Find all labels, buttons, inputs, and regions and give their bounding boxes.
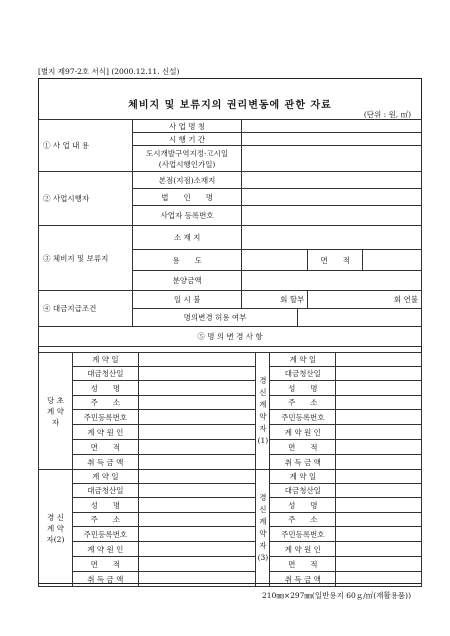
record-field-value[interactable] [138, 440, 256, 455]
business-number-label: 사업자 등록번호 [132, 206, 242, 226]
record-field-value[interactable] [138, 572, 256, 587]
record-field-value[interactable] [336, 542, 422, 557]
record-field-value[interactable] [138, 513, 256, 527]
record-field-label: 면 적 [72, 557, 138, 572]
record-field-value[interactable] [138, 381, 256, 396]
section5-label: ⑤ 명 의 변 경 사 항 [39, 327, 422, 347]
record-field-value[interactable] [138, 455, 256, 470]
record-field-label: 대금청산일 [72, 367, 138, 381]
record-field-label: 성 명 [72, 381, 138, 396]
area-label: 면 적 [308, 250, 363, 271]
info-table [38, 119, 422, 347]
record-field-value[interactable] [336, 484, 422, 498]
record-field-label: 성 명 [72, 498, 138, 513]
usage-value[interactable] [242, 250, 308, 271]
office-location-label: 본점(지점)소재지 [132, 172, 242, 189]
left-group-label: 당 초 계 약 자 [39, 353, 73, 470]
business-number-value[interactable] [242, 206, 422, 226]
record-field-label: 주 소 [270, 513, 336, 527]
corporation-name-label: 법 인 명 [132, 189, 242, 206]
record-field-value[interactable] [336, 527, 422, 542]
record-field-value[interactable] [138, 367, 256, 381]
installment-label: 회 할부 [242, 291, 308, 309]
form-title: 체비지 및 보류지의 권리변동에 관한 자료 [128, 100, 332, 111]
project-name-value[interactable] [242, 120, 422, 133]
record-field-value[interactable] [138, 498, 256, 513]
unit-label: (단위 : 원, ㎡) [363, 110, 411, 119]
deferred-label: 회 연불 [308, 291, 422, 309]
record-field-value[interactable] [336, 470, 422, 484]
records-table [38, 352, 422, 587]
location-label: 소 재 지 [132, 226, 242, 250]
record-field-label: 계 약 일 [270, 353, 336, 367]
location-value[interactable] [242, 226, 422, 250]
record-field-label: 주 소 [72, 396, 138, 410]
record-field-value[interactable] [336, 557, 422, 572]
record-field-value[interactable] [138, 425, 256, 440]
record-field-value[interactable] [138, 484, 256, 498]
record-field-label: 면 적 [270, 440, 336, 455]
lump-sum-label: 일 시 불 [132, 291, 242, 309]
record-field-label: 계 약 일 [72, 353, 138, 367]
name-change-label: 명의변경 허용 여부 [132, 309, 298, 327]
office-location-value[interactable] [242, 172, 422, 189]
record-field-label: 주 소 [72, 513, 138, 527]
right-group-label: 경 신 계 약 자 (1) [256, 353, 270, 470]
record-field-value[interactable] [336, 381, 422, 396]
record-field-value[interactable] [336, 367, 422, 381]
section2-label: ② 사업시행자 [39, 172, 133, 226]
record-field-value[interactable] [138, 542, 256, 557]
form-header: [별지 제97-2호 서식] (2000.12.11. 신설) [38, 67, 180, 76]
record-field-label: 취 득 금 액 [72, 455, 138, 470]
sale-amount-value[interactable] [242, 271, 422, 291]
record-field-label: 계 약 일 [270, 470, 336, 484]
corporation-name-value[interactable] [242, 189, 422, 206]
record-field-label: 대금청산일 [72, 484, 138, 498]
area-value[interactable] [363, 250, 422, 271]
record-field-label: 성 명 [270, 498, 336, 513]
record-field-label: 성 명 [270, 381, 336, 396]
record-field-value[interactable] [336, 410, 422, 425]
record-field-value[interactable] [336, 455, 422, 470]
record-field-label: 면 적 [72, 440, 138, 455]
section1-label: ① 사 업 내 용 [39, 120, 133, 172]
record-field-label: 계 약 원 인 [270, 425, 336, 440]
record-field-label: 취 득 금 액 [270, 455, 336, 470]
project-name-label: 사 업 명 칭 [132, 120, 242, 133]
record-field-label: 계 약 원 인 [72, 542, 138, 557]
paper-spec: 210㎜×297㎜(일반용지 60ｇ/㎡(재활용품)) [262, 591, 412, 600]
designation-date-value[interactable] [242, 146, 422, 172]
left-group-label: 경 신 계 약 자(2) [39, 470, 73, 587]
period-value[interactable] [242, 133, 422, 146]
record-field-label: 대금청산일 [270, 367, 336, 381]
record-field-label: 계 약 원 인 [270, 542, 336, 557]
record-field-label: 계 약 일 [72, 470, 138, 484]
sale-amount-label: 분양금액 [132, 271, 242, 291]
record-field-label: 주민등록번호 [270, 410, 336, 425]
record-field-label: 주민등록번호 [72, 410, 138, 425]
record-field-label: 취 득 금 액 [72, 572, 138, 587]
designation-date-label: 도시개발구역지정·고시일 (사업시행인가일) [132, 146, 242, 172]
record-field-value[interactable] [138, 396, 256, 410]
record-field-value[interactable] [138, 410, 256, 425]
record-field-label: 주 소 [270, 396, 336, 410]
form-frame [38, 78, 422, 584]
record-field-value[interactable] [138, 557, 256, 572]
record-field-value[interactable] [138, 470, 256, 484]
record-field-label: 대금청산일 [270, 484, 336, 498]
section4-label: ④ 대금지급조건 [39, 291, 133, 327]
record-field-value[interactable] [336, 498, 422, 513]
record-field-value[interactable] [336, 396, 422, 410]
record-field-value[interactable] [336, 440, 422, 455]
record-field-label: 주민등록번호 [72, 527, 138, 542]
record-field-value[interactable] [336, 425, 422, 440]
record-field-value[interactable] [138, 527, 256, 542]
record-field-label: 면 적 [270, 557, 336, 572]
period-label: 시 행 기 간 [132, 133, 242, 146]
record-field-label: 주민등록번호 [270, 527, 336, 542]
record-field-value[interactable] [336, 353, 422, 367]
section3-label: ③ 체비지 및 보류지 [39, 226, 133, 291]
record-field-label: 계 약 원 인 [72, 425, 138, 440]
name-change-value[interactable] [298, 309, 422, 327]
record-field-value[interactable] [138, 353, 256, 367]
record-field-value[interactable] [336, 513, 422, 527]
record-field-label: 취 득 금 액 [270, 572, 336, 587]
right-group-label: 경 신 계 약 자 (3) [256, 470, 270, 587]
record-field-value[interactable] [336, 572, 422, 587]
usage-label: 용 도 [132, 250, 242, 271]
